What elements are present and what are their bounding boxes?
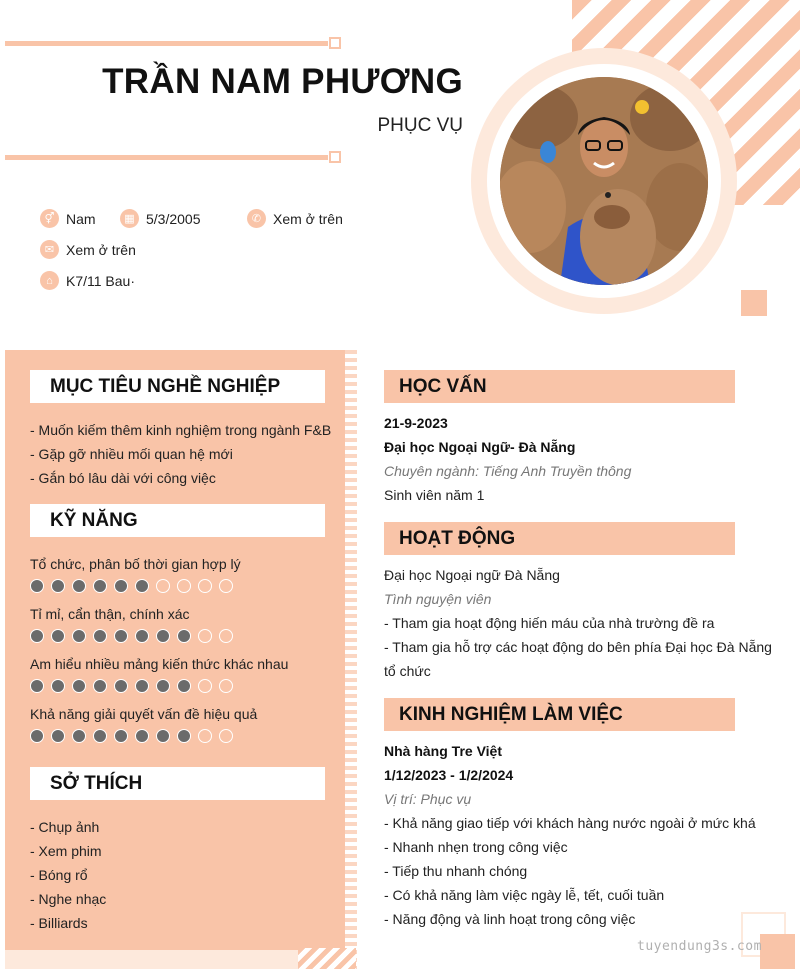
home-icon: ⌂ bbox=[40, 271, 59, 290]
objective-item: - Muốn kiếm thêm kinh nghiệm trong ngành F&B bbox=[30, 422, 332, 438]
rating-dot-empty bbox=[198, 629, 212, 643]
career-objective-heading: MỤC TIÊU NGHỀ NGHIỆP bbox=[30, 370, 325, 403]
hobby-item: - Bóng rổ bbox=[30, 867, 88, 883]
rating-dot-filled bbox=[30, 579, 44, 593]
rating-dot-filled bbox=[30, 729, 44, 743]
experience-company: Nhà hàng Tre Việt bbox=[384, 743, 502, 759]
contact-address bbox=[40, 271, 135, 290]
rating-dot-filled bbox=[156, 629, 170, 643]
rating-dot-filled bbox=[114, 729, 128, 743]
activities-heading: HOẠT ĐỘNG bbox=[384, 522, 735, 555]
rating-dot-filled bbox=[30, 629, 44, 643]
experience-line: - Nhanh nhẹn trong công việc bbox=[384, 839, 568, 855]
contact-gender-value: Nam bbox=[66, 210, 96, 227]
rating-dot-empty bbox=[219, 629, 233, 643]
rating-dot-filled bbox=[177, 629, 191, 643]
skills-heading: KỸ NĂNG bbox=[30, 504, 325, 537]
education-school: Đại học Ngoại Ngữ- Đà Nẵng bbox=[384, 439, 576, 455]
activities-line: tổ chức bbox=[384, 663, 431, 679]
rating-dot-filled bbox=[177, 679, 191, 693]
phone-icon: ✆ bbox=[247, 209, 266, 228]
rating-dot-filled bbox=[114, 629, 128, 643]
rating-dot-empty bbox=[177, 579, 191, 593]
education-date: 21-9-2023 bbox=[384, 415, 448, 431]
activities-line: - Tham gia hỗ trợ các hoạt động do bên phía Đại học Đà Nẵng bbox=[384, 639, 772, 655]
contact-email bbox=[40, 240, 136, 259]
experience-period: 1/12/2023 - 1/2/2024 bbox=[384, 767, 514, 783]
left-column bbox=[5, 350, 347, 950]
rating-dot-filled bbox=[135, 679, 149, 693]
email-icon: ✉ bbox=[40, 240, 59, 259]
experience-line: - Tiếp thu nhanh chóng bbox=[384, 863, 528, 879]
rating-dot-filled bbox=[156, 729, 170, 743]
candidate-name: TRẦN NAM PHƯƠNG bbox=[102, 62, 463, 101]
watermark: tuyendung3s.com bbox=[637, 939, 762, 954]
rating-dot-empty bbox=[198, 679, 212, 693]
rating-dot-filled bbox=[177, 729, 191, 743]
decorative-square bbox=[741, 290, 767, 316]
rating-dot-filled bbox=[93, 679, 107, 693]
left-footer-stripes bbox=[298, 948, 356, 969]
objective-item: - Gặp gỡ nhiều mối quan hệ mới bbox=[30, 446, 233, 462]
hobbies-heading: SỞ THÍCH bbox=[30, 767, 325, 800]
left-column-footer bbox=[5, 950, 347, 969]
rating-dot-empty bbox=[219, 579, 233, 593]
rating-dot-empty bbox=[219, 679, 233, 693]
contact-birthday-value: 5/3/2005 bbox=[146, 210, 201, 227]
rating-dot-filled bbox=[114, 679, 128, 693]
activities-org: Đại học Ngoại ngữ Đà Nẵng bbox=[384, 567, 560, 583]
activities-position: Tình nguyện viên bbox=[384, 591, 492, 607]
contact-address-value: K7/11 Bau· bbox=[66, 272, 136, 289]
decorative-square-filled bbox=[760, 934, 795, 969]
top-rule bbox=[5, 41, 328, 46]
experience-line: - Khả năng giao tiếp với khách hàng nước ngoài ở mức khá bbox=[384, 815, 756, 831]
skill-rating bbox=[30, 729, 233, 743]
contact-phone-value: Xem ở trên bbox=[273, 210, 343, 227]
experience-line: - Năng động và linh hoạt trong công việc bbox=[384, 911, 636, 927]
rating-dot-filled bbox=[135, 629, 149, 643]
education-note: Sinh viên năm 1 bbox=[384, 487, 485, 503]
contact-gender bbox=[40, 209, 96, 228]
skill-label: Am hiểu nhiều mảng kiến thức khác nhau bbox=[30, 656, 289, 672]
gender-icon: ⚥ bbox=[40, 209, 59, 228]
calendar-icon: ▦ bbox=[120, 209, 139, 228]
rating-dot-filled bbox=[114, 579, 128, 593]
skill-label: Khả năng giải quyết vấn đề hiệu quả bbox=[30, 706, 258, 722]
rating-dot-filled bbox=[72, 579, 86, 593]
bottom-rule bbox=[5, 155, 328, 160]
education-heading: HỌC VẤN bbox=[384, 370, 735, 403]
rating-dot-filled bbox=[135, 729, 149, 743]
hobby-item: - Billiards bbox=[30, 915, 88, 931]
contact-phone bbox=[247, 209, 343, 228]
contact-email-value: Xem ở trên bbox=[66, 241, 136, 258]
skill-rating bbox=[30, 629, 233, 643]
hobby-item: - Chụp ảnh bbox=[30, 819, 100, 835]
skill-label: Tỉ mỉ, cẩn thận, chính xác bbox=[30, 606, 190, 622]
rating-dot-filled bbox=[30, 679, 44, 693]
skill-rating bbox=[30, 579, 233, 593]
rating-dot-filled bbox=[51, 679, 65, 693]
rating-dot-filled bbox=[72, 729, 86, 743]
bottom-rule-end bbox=[329, 151, 341, 163]
candidate-role: PHỤC VỤ bbox=[377, 115, 463, 136]
rating-dot-empty bbox=[198, 579, 212, 593]
top-rule-end bbox=[329, 37, 341, 49]
skill-rating bbox=[30, 679, 233, 693]
rating-dot-filled bbox=[156, 679, 170, 693]
education-major: Chuyên ngành: Tiếng Anh Truyền thông bbox=[384, 463, 632, 479]
activities-line: - Tham gia hoạt động hiến máu của nhà trường đề ra bbox=[384, 615, 715, 631]
experience-line: - Có khả năng làm việc ngày lễ, tết, cuối tuần bbox=[384, 887, 665, 903]
rating-dot-filled bbox=[51, 729, 65, 743]
skill-label: Tổ chức, phân bố thời gian hợp lý bbox=[30, 556, 241, 572]
objective-item: - Gắn bó lâu dài với công việc bbox=[30, 470, 216, 486]
rating-dot-filled bbox=[93, 579, 107, 593]
left-column-edge bbox=[345, 350, 357, 969]
rating-dot-empty bbox=[156, 579, 170, 593]
rating-dot-filled bbox=[72, 679, 86, 693]
contact-birthday bbox=[120, 209, 201, 228]
hobby-item: - Nghe nhạc bbox=[30, 891, 107, 907]
hobby-item: - Xem phim bbox=[30, 843, 102, 859]
profile-photo bbox=[500, 77, 708, 285]
rating-dot-filled bbox=[93, 729, 107, 743]
rating-dot-empty bbox=[219, 729, 233, 743]
rating-dot-filled bbox=[93, 629, 107, 643]
experience-heading: KINH NGHIỆM LÀM VIỆC bbox=[384, 698, 735, 731]
rating-dot-filled bbox=[51, 629, 65, 643]
rating-dot-filled bbox=[135, 579, 149, 593]
rating-dot-empty bbox=[198, 729, 212, 743]
rating-dot-filled bbox=[72, 629, 86, 643]
experience-position: Vị trí: Phục vụ bbox=[384, 791, 472, 807]
rating-dot-filled bbox=[51, 579, 65, 593]
